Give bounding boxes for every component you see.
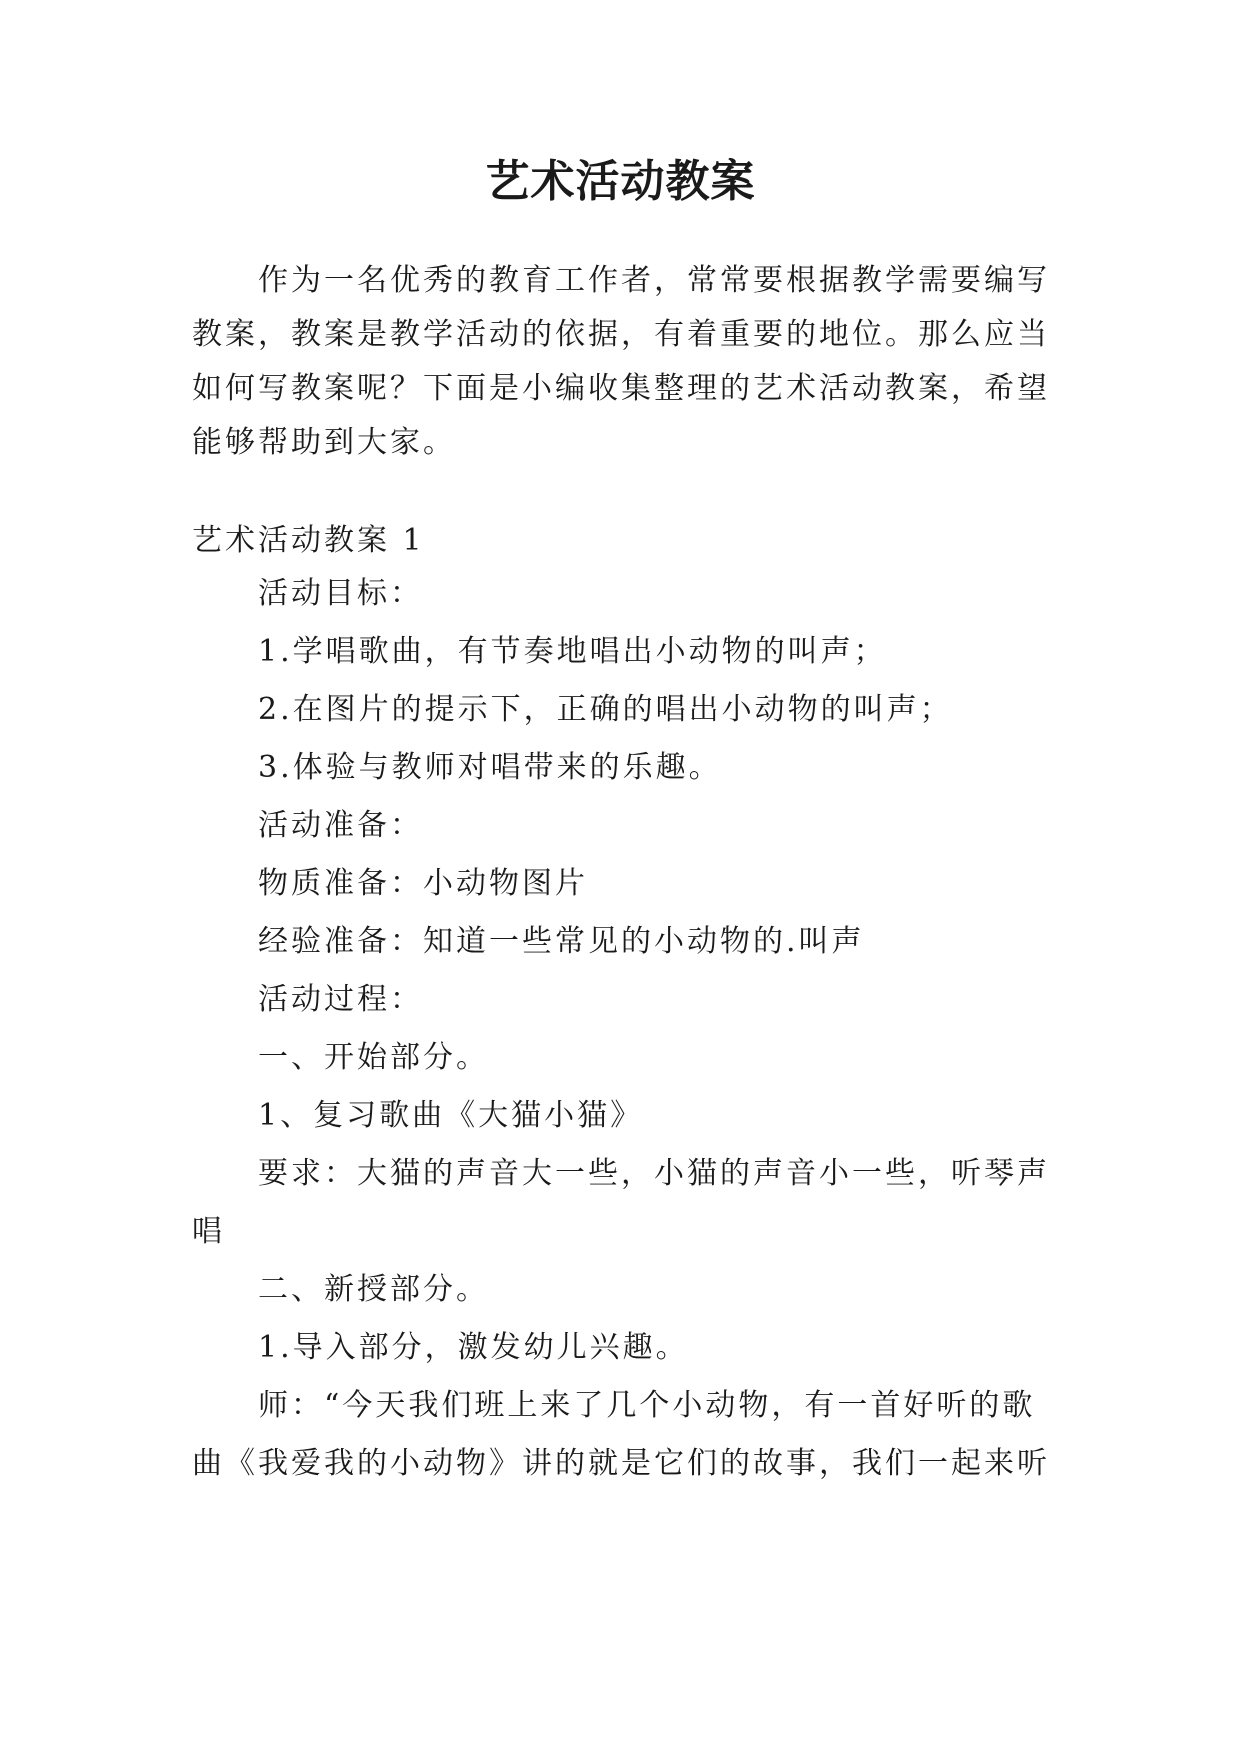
process-step: 1、复习歌曲《大猫小猫》	[258, 1098, 644, 1133]
goal-item: 3.体验与教师对唱带来的乐趣。	[258, 750, 722, 785]
intro-line: 能够帮助到大家。	[192, 425, 456, 460]
section-heading: 艺术活动教案 1	[192, 523, 425, 558]
intro-line: 如何写教案呢？下面是小编收集整理的艺术活动教案，希望	[192, 371, 1050, 406]
goal-item: 2.在图片的提示下，正确的唱出小动物的叫声；	[258, 692, 953, 727]
document-title: 艺术活动教案	[485, 156, 756, 207]
part-heading: 二、新授部分。	[258, 1272, 489, 1307]
goal-item: 1.学唱歌曲，有节奏地唱出小动物的叫声；	[258, 634, 887, 669]
intro-line: 作为一名优秀的教育工作者，常常要根据教学需要编写	[258, 263, 1050, 298]
experience-preparation: 经验准备：知道一些常见的小动物的.叫声	[258, 924, 865, 959]
teacher-speech-line: 师：“今天我们班上来了几个小动物，有一首好听的歌	[258, 1388, 1036, 1423]
process-step: 1.导入部分，激发幼儿兴趣。	[258, 1330, 689, 1365]
material-preparation: 物质准备：小动物图片	[258, 866, 588, 901]
goal-heading: 活动目标：	[258, 576, 423, 611]
teacher-speech-line: 曲《我爱我的小动物》讲的就是它们的故事，我们一起来听	[192, 1446, 1050, 1481]
preparation-heading: 活动准备：	[258, 808, 423, 843]
process-heading: 活动过程：	[258, 982, 423, 1017]
requirement-line: 要求：大猫的声音大一些，小猫的声音小一些，听琴声	[258, 1156, 1050, 1191]
intro-line: 教案，教案是教学活动的依据，有着重要的地位。那么应当	[192, 317, 1050, 352]
part-heading: 一、开始部分。	[258, 1040, 489, 1075]
requirement-line: 唱	[192, 1214, 225, 1249]
